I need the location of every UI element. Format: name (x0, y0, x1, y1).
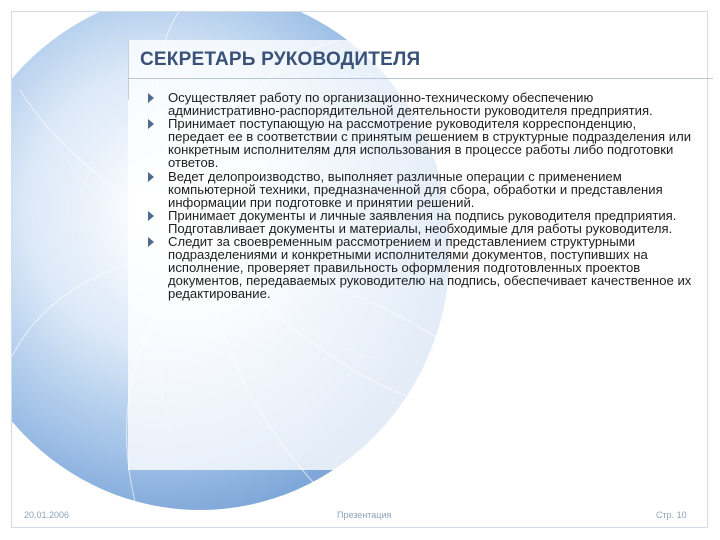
slide-title: СЕКРЕТАРЬ РУКОВОДИТЕЛЯ (140, 49, 421, 70)
footer-date: 20.01.2006 (24, 510, 70, 520)
footer-page-number: Стр. 10 (656, 510, 687, 520)
bullet-text: Принимает поступающую на рассмотрение руководителя корреспонденцию, передает ее в соответствии с принятым решением в структурные подразделения или конкретным исполнителям для использования в процессе работы либо подготовки ответов. (168, 116, 692, 171)
bullet-text: Осуществляет работу по организационно-техническому обеспечению административно-распорядительной деятельности руководителя предприятия. (168, 90, 653, 119)
bullet-item (146, 235, 694, 300)
triangle-right-icon (148, 93, 154, 103)
triangle-right-icon (148, 237, 154, 247)
title-vertical-rule (128, 40, 129, 100)
bullet-item (146, 170, 694, 209)
triangle-right-icon (148, 172, 154, 182)
bullet-item (146, 91, 694, 117)
bullet-list (146, 91, 694, 301)
bullet-item (146, 117, 694, 169)
bullet-text: Следит за своевременным рассмотрением и представлением структурными подразделениями и конкретными исполнителями документов, поступивших на исполнение, проверяет правильность оформления подготовленных проектов документов, передаваемых руководителю на подпись, обеспечивает качественное их редактирование. (168, 234, 692, 302)
title-divider (128, 78, 713, 79)
footer-title: Презентация (337, 510, 392, 520)
bullet-text: Принимает документы и личные заявления на подпись руководителя предприятия. Подготавливает документы и материалы, необходимые для работы руководителя. (168, 207, 677, 236)
bullet-text: Ведет делопроизводство, выполняет различные операции с применением компьютерной техники, предназначенной для сбора, обработки и представления информации при подготовке и принятии решений. (168, 168, 663, 210)
triangle-right-icon (148, 211, 154, 221)
bullet-item (146, 209, 694, 235)
triangle-right-icon (148, 119, 154, 129)
